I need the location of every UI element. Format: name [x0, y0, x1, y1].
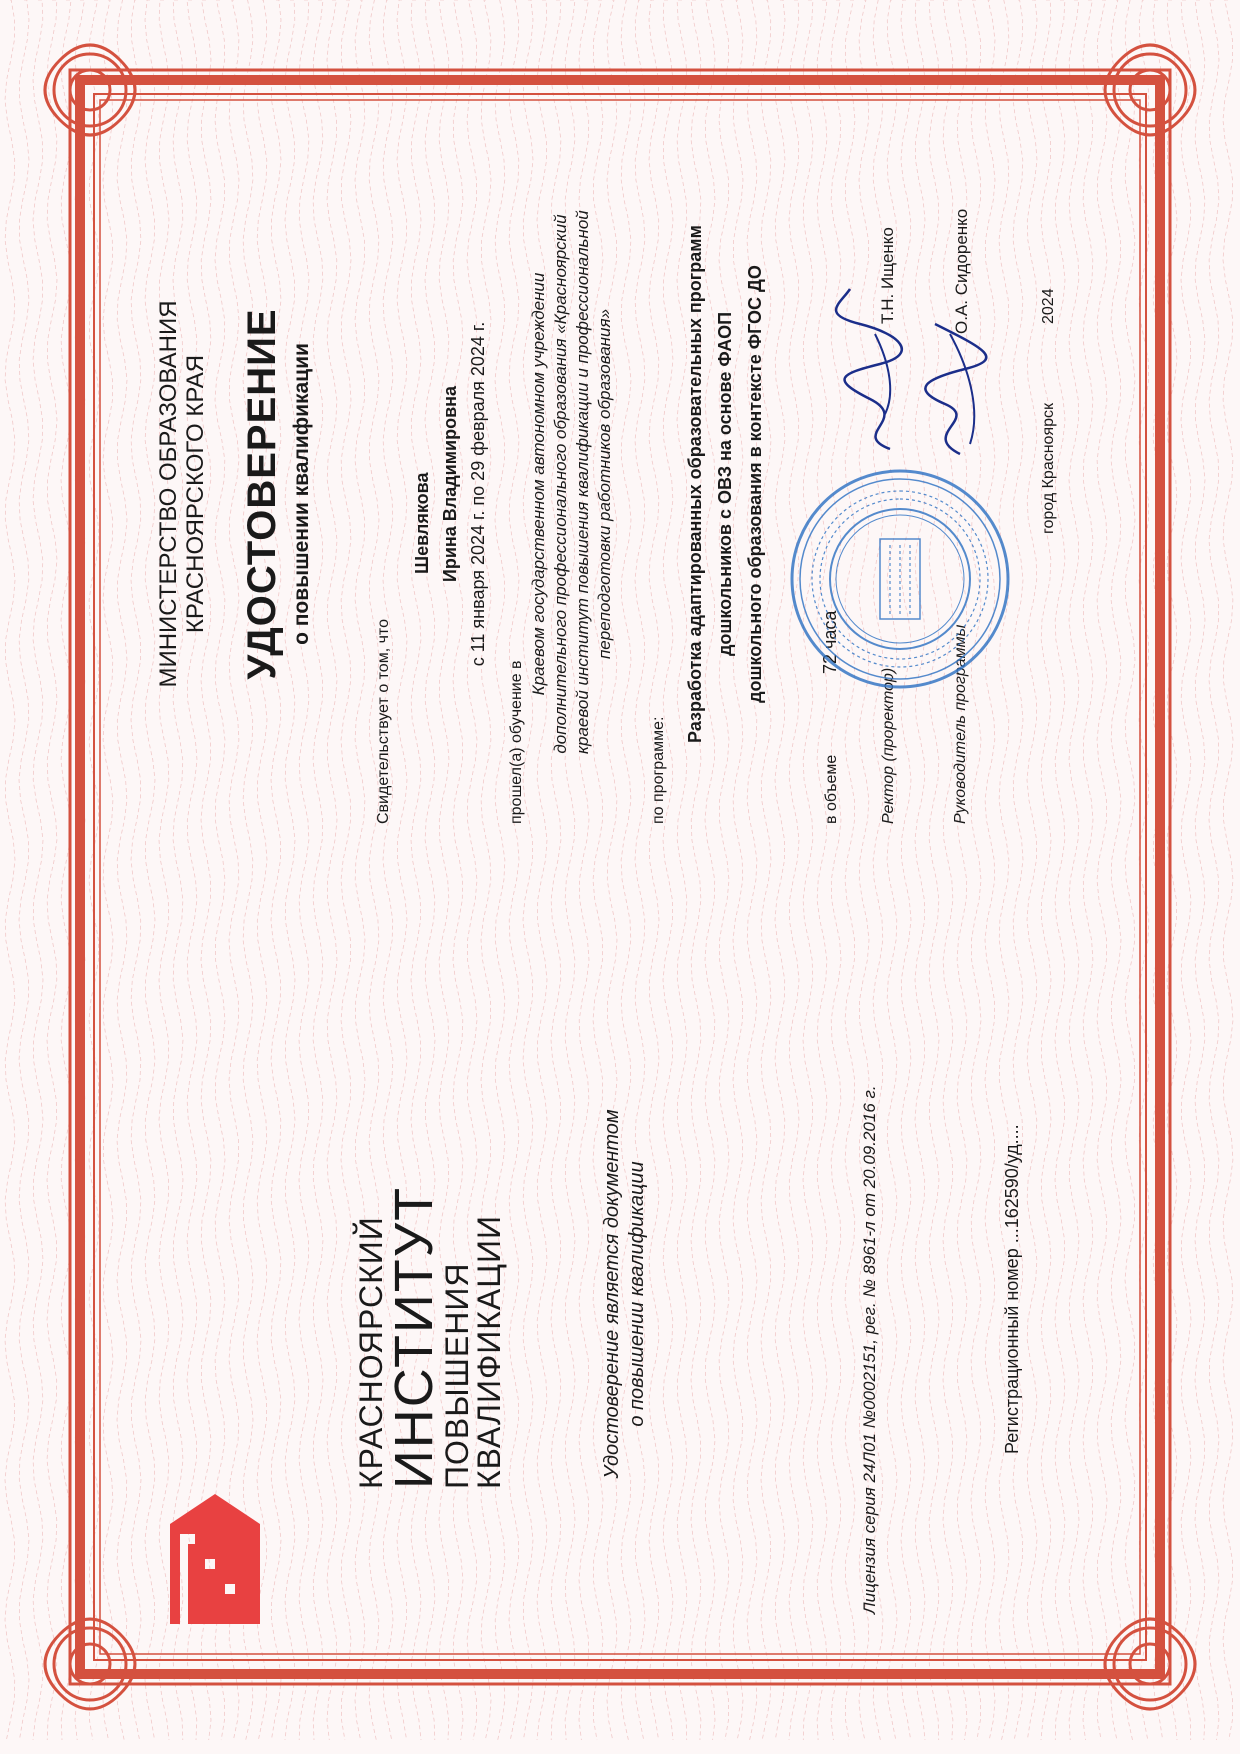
document-note-line1: Удостоверение является документом — [601, 1109, 623, 1479]
certifies-text: Свидетельствует о том, что — [375, 619, 392, 824]
certificate-subtitle: о повышении квалификации — [290, 343, 313, 645]
institute-name-line2: ИНСТИТУТ — [384, 1185, 444, 1489]
document-note — [600, 1034, 650, 1554]
institute-logo-icon — [150, 1494, 280, 1624]
program-leader-signature — [910, 314, 1000, 464]
registration-number: Регистрационный номер ...162590/уд.... — [1002, 1124, 1022, 1454]
institution-line3: краевой институт повышения квалификации и профессиональной — [573, 210, 592, 754]
institution-name — [528, 210, 616, 754]
volume-hours: 72 часа — [820, 610, 840, 674]
program-line2: дошкольников с ОВЗ на основе ФАОП — [715, 311, 735, 657]
city: город Красноярск — [1040, 402, 1057, 534]
institute-name-line1: КРАСНОЯРСКИЙ — [353, 1216, 389, 1489]
institute-name — [355, 1186, 505, 1489]
document-note-line2: о повышении квалификации — [626, 1161, 648, 1427]
official-stamp-icon — [785, 464, 1015, 694]
by-program-label: по программе: — [650, 716, 667, 824]
institution-line2: дополнительного профессионального образования «Красноярский — [551, 214, 570, 754]
institution-line4: переподготовки работников образования» — [595, 308, 614, 660]
person-first-names: Ирина Владимировна — [440, 385, 460, 583]
ministry-line2: КРАСНОЯРСКОГО КРАЯ — [182, 354, 209, 634]
institute-name-line3: ПОВЫШЕНИЯ — [439, 1262, 475, 1489]
issue-year: 2024 — [1040, 288, 1057, 324]
certificate-title: УДОСТОВЕРЕНИЕ — [240, 308, 284, 680]
rector-role: Ректор (проректор) — [880, 667, 897, 824]
institute-name-line4: КВАЛИФИКАЦИИ — [471, 1215, 507, 1489]
ministry-header — [155, 234, 209, 754]
rector-signature — [830, 284, 920, 454]
program-line3: дошкольного образования в контексте ФГОС ДО — [745, 265, 765, 703]
passed-training-text: прошел(а) обучение в — [508, 660, 525, 824]
volume-label: в объеме — [823, 754, 840, 824]
person-last-name: Шевлякова — [412, 472, 432, 574]
program-name — [680, 214, 770, 754]
rector-name: Т.Н. Ищенко — [878, 227, 897, 324]
training-dates: с 11 января 2024 г. по 29 февраля 2024 г. — [468, 321, 488, 667]
ministry-line1: МИНИСТЕРСТВО ОБРАЗОВАНИЯ — [155, 300, 182, 688]
program-leader-name: О.А. Сидоренко — [952, 208, 971, 334]
institution-line1: Краевом государственном автономном учреждении — [529, 272, 548, 696]
program-line1: Разработка адаптированных образовательных программ — [685, 225, 705, 743]
program-leader-role: Руководитель программы — [952, 624, 969, 824]
license-info: Лицензия серия 24Л01 №0002151, рег. № 8961-л от 20.09.2016 г. — [860, 1085, 879, 1614]
